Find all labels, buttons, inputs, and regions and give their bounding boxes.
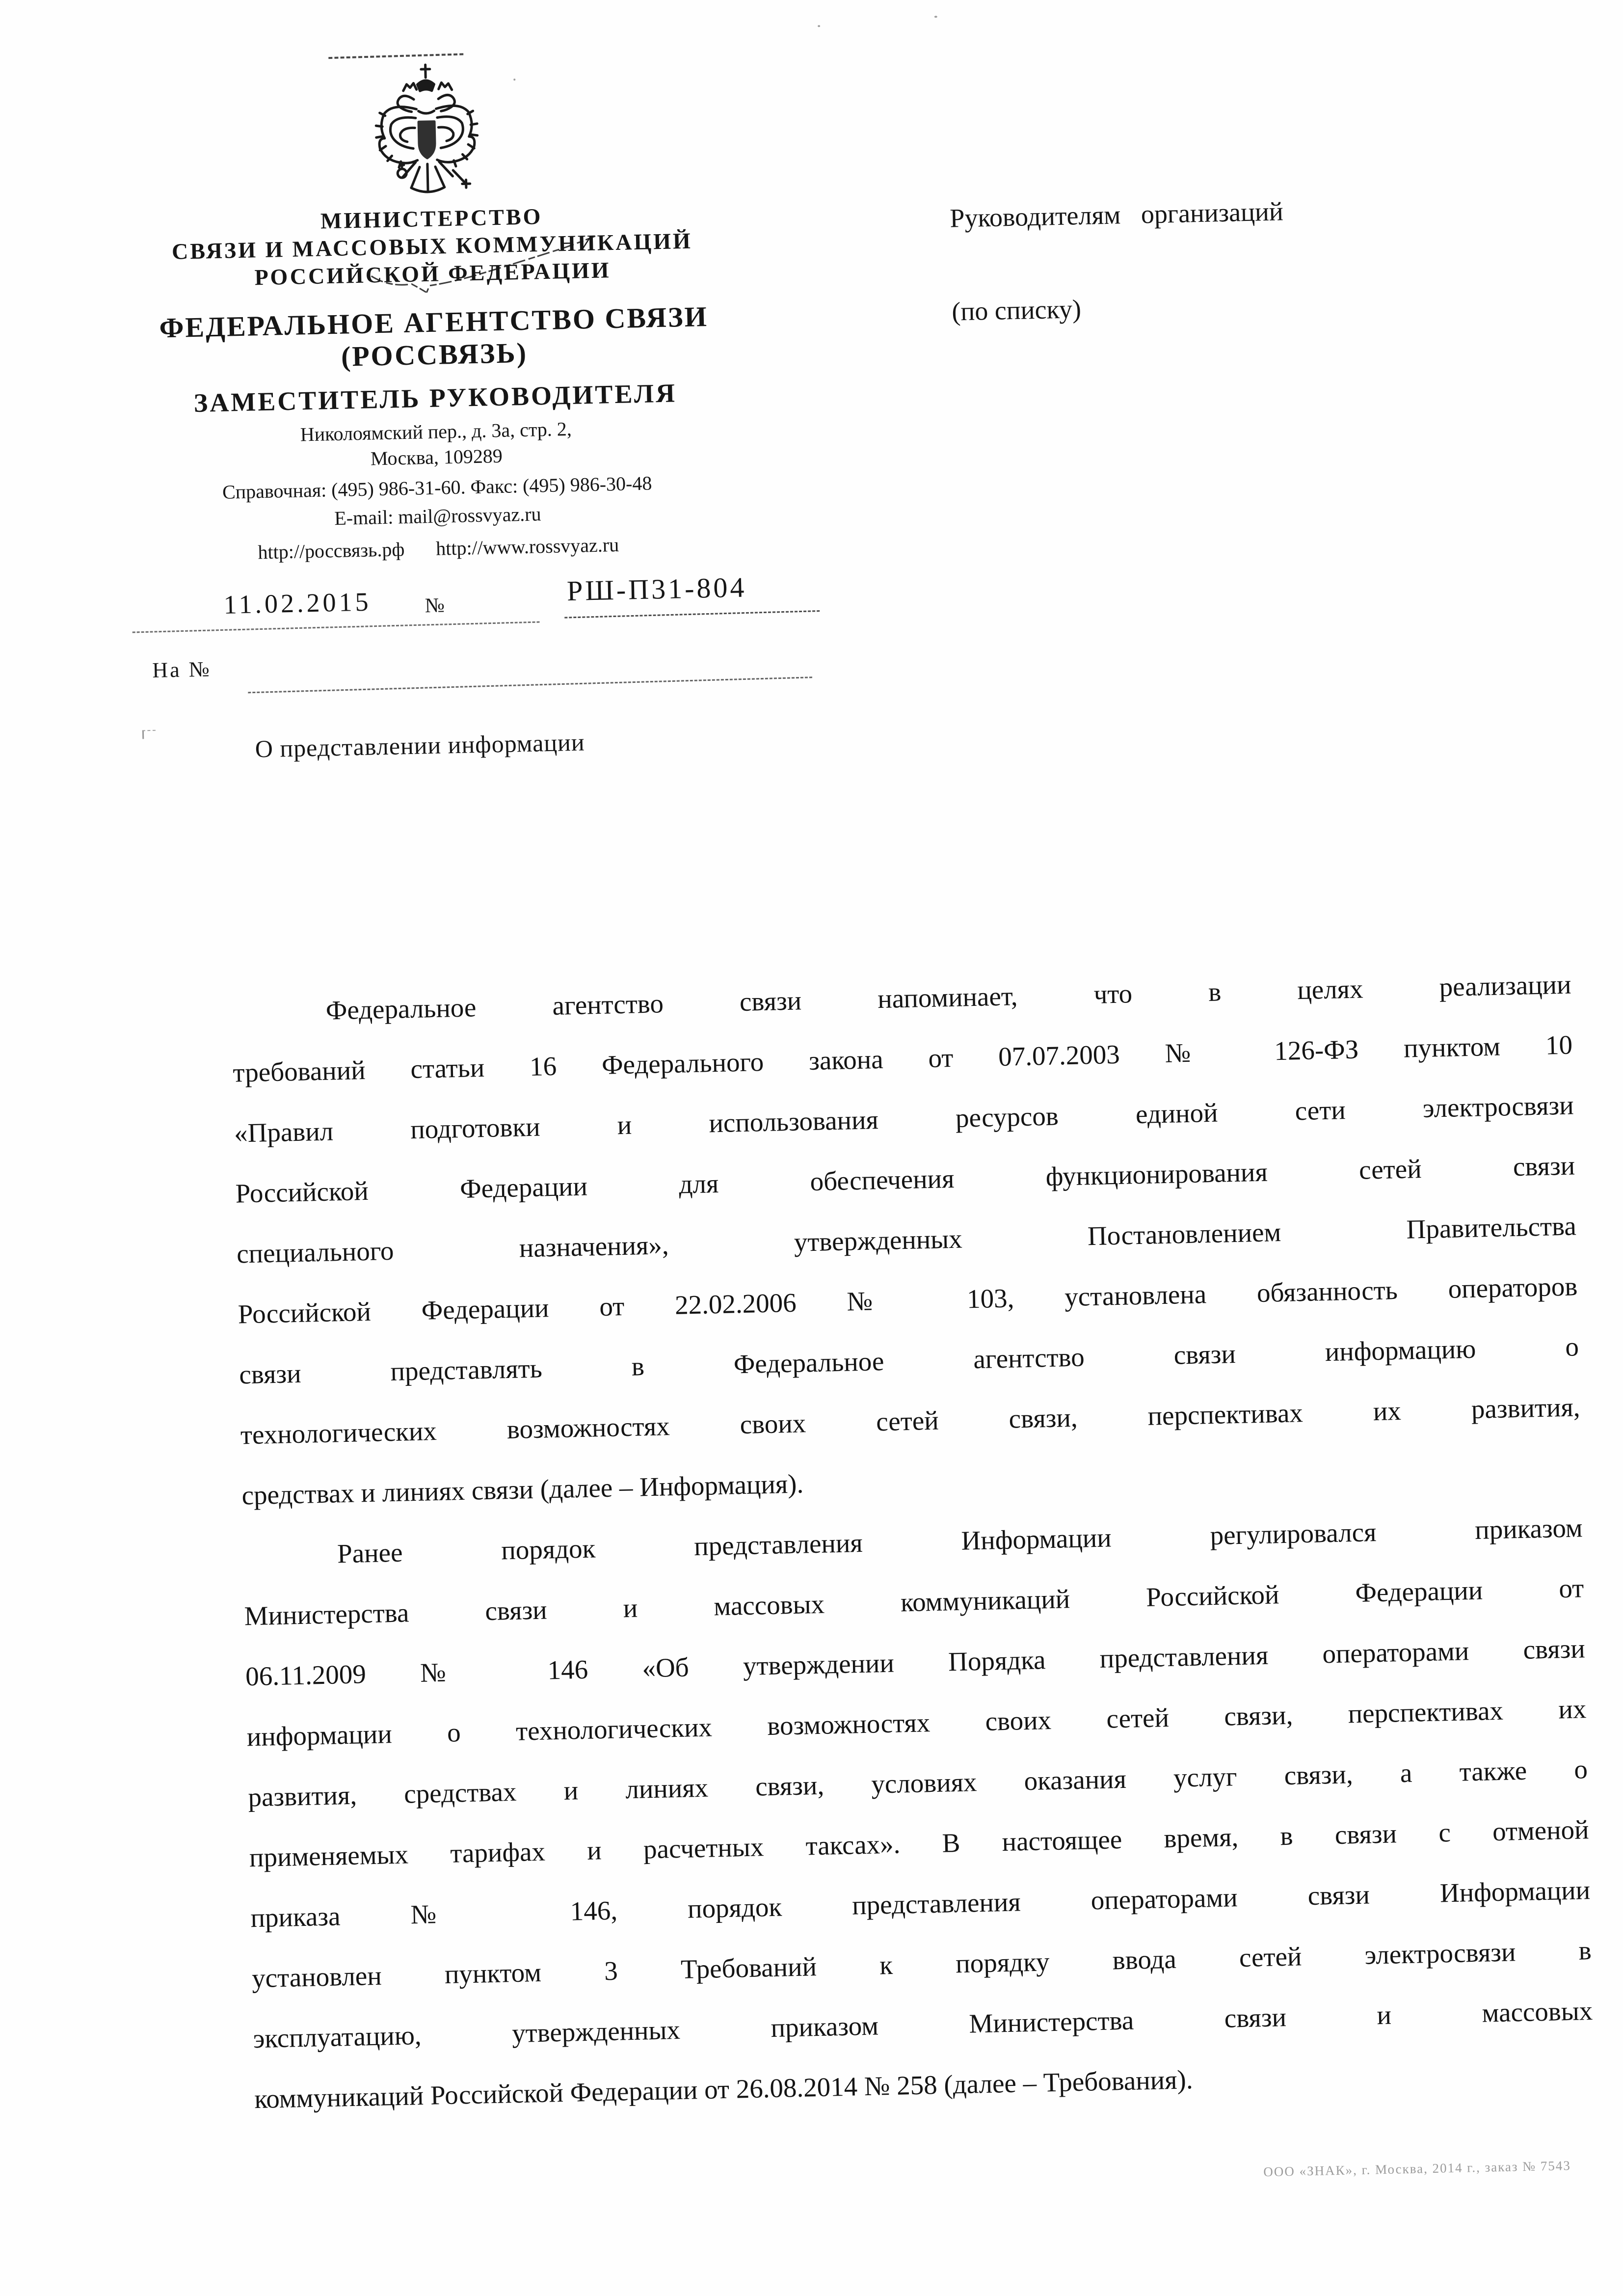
body-line: развития, средствах и линиях связи, условиях оказания услуг связи, а также о [247,1754,1588,1812]
body-line: информации о технологических возможностях своих сетей связи, перспективах их [246,1694,1587,1752]
email-line: E-mail: mail@rossvyaz.ru [334,503,541,530]
ministry-name-line-3: РОССИЙСКОЙ ФЕДЕРАЦИИ [254,257,611,290]
body-line: специального назначения», утвержденных Постановлением Правительства [236,1211,1577,1269]
address-line-1: Николоямский пер., д. 3а, стр. 2, [300,417,572,446]
number-sign: № [425,594,445,618]
body-line: технологических возможностях своих сетей связи, перспективах их развития, [240,1392,1581,1450]
print-house-note: ООО «ЗНАК», г. Москва, 2014 г., заказ № 7543 [1263,2158,1571,2180]
body-line: Министерства связи и массовых коммуникаций Российской Федерации от [244,1573,1584,1631]
website-en: http://www.rossvyaz.ru [435,533,619,560]
letterhead [127,199,743,568]
body-line: коммуникаций Российской Федерации от 26.08.2014 № 258 (далее – Требования). [254,2064,1194,2114]
scan-speck [818,25,820,27]
body-line: Ранее порядок представления Информации регулировался приказом [337,1513,1583,1569]
recipient-note: (по списку) [951,294,1082,326]
body-line: применяемых тарифах и расчетных таксах». В настоящее время, в связи с отменой [249,1814,1590,1873]
phone-fax-line: Справочная: (495) 986-31-60. Факс: (495) 986-30-48 [222,472,652,503]
scan-artifact-mark [142,730,156,739]
body-line: требований статьи 16 Федерального закона от 07.07.2003 № 126-ФЗ пунктом 10 [232,1029,1573,1088]
recipient-line: Руководителям организаций [949,196,1284,233]
body-line: эксплуатацию, утвержденных приказом Министерства связи и массовых [253,1996,1593,2054]
body-line: установлен пунктом 3 Требований к порядку ввода сетей электросвязи в [251,1935,1592,1994]
letter-date: 11.02.2015 [223,587,372,620]
russia-coat-of-arms-icon [367,61,487,216]
body-paragraphs [231,954,1595,2130]
address-line-2: Москва, 109289 [370,444,503,470]
reply-to-label: На № [152,657,212,682]
scan-speck [934,16,937,18]
outgoing-number: РШ-П31-804 [566,571,747,607]
agency-name: ФЕДЕРАЛЬНОЕ АГЕНТСТВО СВЯЗИ [159,300,709,344]
website-ru: http://россвязь.рф [258,538,405,564]
body-line: Российской Федерации для обеспечения функционирования сетей связи [235,1150,1575,1209]
signer-title: ЗАМЕСТИТЕЛЬ РУКОВОДИТЕЛЯ [193,378,677,418]
body-line: «Правил подготовки и использования ресурсов единой сети электросвязи [234,1090,1574,1148]
websites-line [134,530,743,568]
body-line: Российской Федерации от 22.02.2006 № 103, установлена обязанность операторов [238,1271,1578,1329]
body-line: приказа № 146, порядок представления операторами связи Информации [250,1875,1591,1933]
scan-speck [513,79,515,81]
body-line: Федеральное агентство связи напоминает, что в целях реализации [325,969,1572,1026]
scan-artifact-dashes [328,53,463,59]
agency-short-name: (РОССВЯЗЬ) [341,336,528,373]
reply-to-underline [248,676,812,693]
body-line: 06.11.2009 № 146 «Об утверждении Порядка представления операторами связи [245,1633,1586,1692]
subject-line: О представлении информации [255,728,585,763]
recipient-block [950,192,1492,326]
body-line: средствах и линиях связи (далее – Информация). [241,1468,804,1511]
body-line: связи представлять в Федеральное агентство связи информацию о [239,1331,1579,1390]
ministry-name-line-1: МИНИСТЕРСТВО [320,204,543,234]
reference-row [223,567,911,636]
ministry-name-line-2: СВЯЗИ И МАССОВЫХ КОММУНИКАЦИЙ [171,228,693,264]
